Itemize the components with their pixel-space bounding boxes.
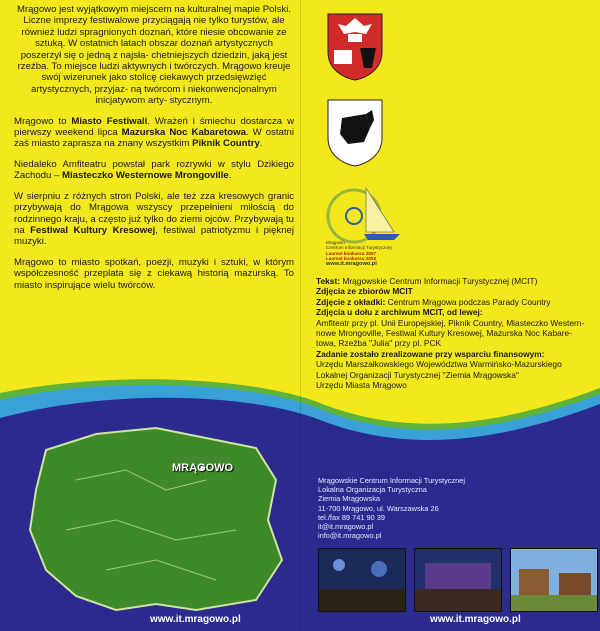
logo-line: www.it.mragowo.pl bbox=[326, 260, 377, 267]
logo-caption bbox=[326, 240, 416, 267]
credit-line: Amfiteatr przy pl. Unii Europejskiej, Piknik Country, Miasteczko Western- nowe Mrongoville, Festiwal Kultury Kresowej, Mazurska Noc Kabare- towa, Rzeźba "Julia" przy pl. PCK bbox=[316, 317, 585, 349]
paragraph-festivals: Mrągowo to Miasto Festiwali. Wrażeń i śmiechu dostarcza w pierwszy weekend lipca Mazurska Noc Kabaretowa. W ostatni zaś miasto zaprasza na znany wszystkim Piknik Country. bbox=[14, 115, 294, 150]
paragraph-intro: Mrągowo jest wyjątkowym miejscem na kulturalnej mapie Polski. Liczne imprezy festiwalowe przyciągają nie tylko turystów, ale również ludzi spragnionych doznań, które niesie obcowanie ze sztuką. W ostatnich latach obszar doznań artystycznych poszerzył się o jedną z najsła- chetniejszych dziedzin, jaką jest rzeźba. To miejsce ludzi aktywnych i twórczych. Mrągowo kreuje swój wizerunek jako stolicę ciekawych przedsięwzięć artystycznych, przyjaz- ną twórcom i niekonwencjonalnym inicjatywom arty- stycznym. bbox=[16, 4, 292, 107]
contact-email[interactable]: it@it.mragowo.pl bbox=[318, 522, 374, 532]
town-coat-of-arms-icon bbox=[326, 98, 384, 168]
poland-map-icon bbox=[6, 420, 294, 616]
credit-line: Urzędu Miasta Mrągowo bbox=[316, 380, 407, 391]
credit-line: Zdjęcia ze zbiorów MCIT bbox=[316, 286, 413, 297]
photo-amphitheatre bbox=[318, 548, 406, 612]
credits-block bbox=[316, 276, 592, 390]
map-town-label: MRĄGOWO bbox=[172, 462, 234, 474]
logo-line: Mrągowo bbox=[326, 240, 345, 245]
website-link-right[interactable]: www.it.mragowo.pl bbox=[430, 614, 521, 625]
website-link-left[interactable]: www.it.mragowo.pl bbox=[150, 614, 241, 625]
paragraph-closing: Mrągowo to miasto spotkań, poezji, muzyki i sztuki, w którym współczesność przeplata się z ciekawą historią mazurską. To miasto inspirujące wielu twórców. bbox=[14, 256, 294, 291]
logo-line: Centrum Informacji Turystycznej bbox=[326, 245, 392, 251]
paragraph-kresy: W sierpniu z różnych stron Polski, ale też zza kresowych granic przybywają do Mrągowa wszyscy przepełnieni miłością do rodzinnego kraju, a często już tylko do ziemi ojców. Przybywają tu na Festiwal Kultury Kresowej, festiwal patriotyzmu i pięknej muzyki. bbox=[14, 190, 294, 248]
credit-line: Tekst: Mrągowskie Centrum Informacji Turystycznej (MCIT) bbox=[316, 276, 538, 286]
credit-line: Urzędu Marszałkowskiego Województwa Warmińsko-Mazurskiego bbox=[316, 359, 562, 370]
photo-stage bbox=[414, 548, 502, 612]
credit-line: Zadanie zostało zrealizowane przy wsparciu finansowym: bbox=[316, 348, 545, 359]
contact-line: Mrągowskie Centrum Informacji Turystycznej bbox=[318, 476, 466, 485]
left-text-column bbox=[14, 4, 294, 300]
contact-line: 11-700 Mrągowo, ul. Warszawska 26 bbox=[318, 503, 439, 513]
contact-block bbox=[318, 476, 498, 540]
credit-line: Lokalnej Organizacji Turystycznej "Ziemia Mrągowska" bbox=[316, 369, 519, 380]
contact-line: Lokalna Organizacja Turystyczna bbox=[318, 485, 427, 495]
credit-line: Zdjęcia u dołu z archiwum MCIT, od lewej: bbox=[316, 307, 483, 318]
photo-western-town bbox=[510, 548, 598, 612]
contact-line: tel./fax 89 741 90 39 bbox=[318, 512, 385, 522]
region-coat-of-arms-icon bbox=[326, 12, 384, 82]
paragraph-western: Niedaleko Amfiteatru powstał park rozrywki w stylu Dzikiego Zachodu – Miasteczko Westernowe Mrongoville. bbox=[14, 158, 294, 182]
contact-line: Ziemia Mrągowska bbox=[318, 494, 381, 504]
fold-line bbox=[300, 0, 301, 631]
logo-line: Laureat konkursu 2008 bbox=[326, 256, 377, 262]
credit-line: Zdjęcie z okładki: Centrum Mrągowa podczas Parady Country bbox=[316, 296, 551, 307]
logo-line: Laureat konkursu 2007 bbox=[326, 250, 377, 256]
contact-email[interactable]: info@it.mragowo.pl bbox=[318, 531, 382, 541]
